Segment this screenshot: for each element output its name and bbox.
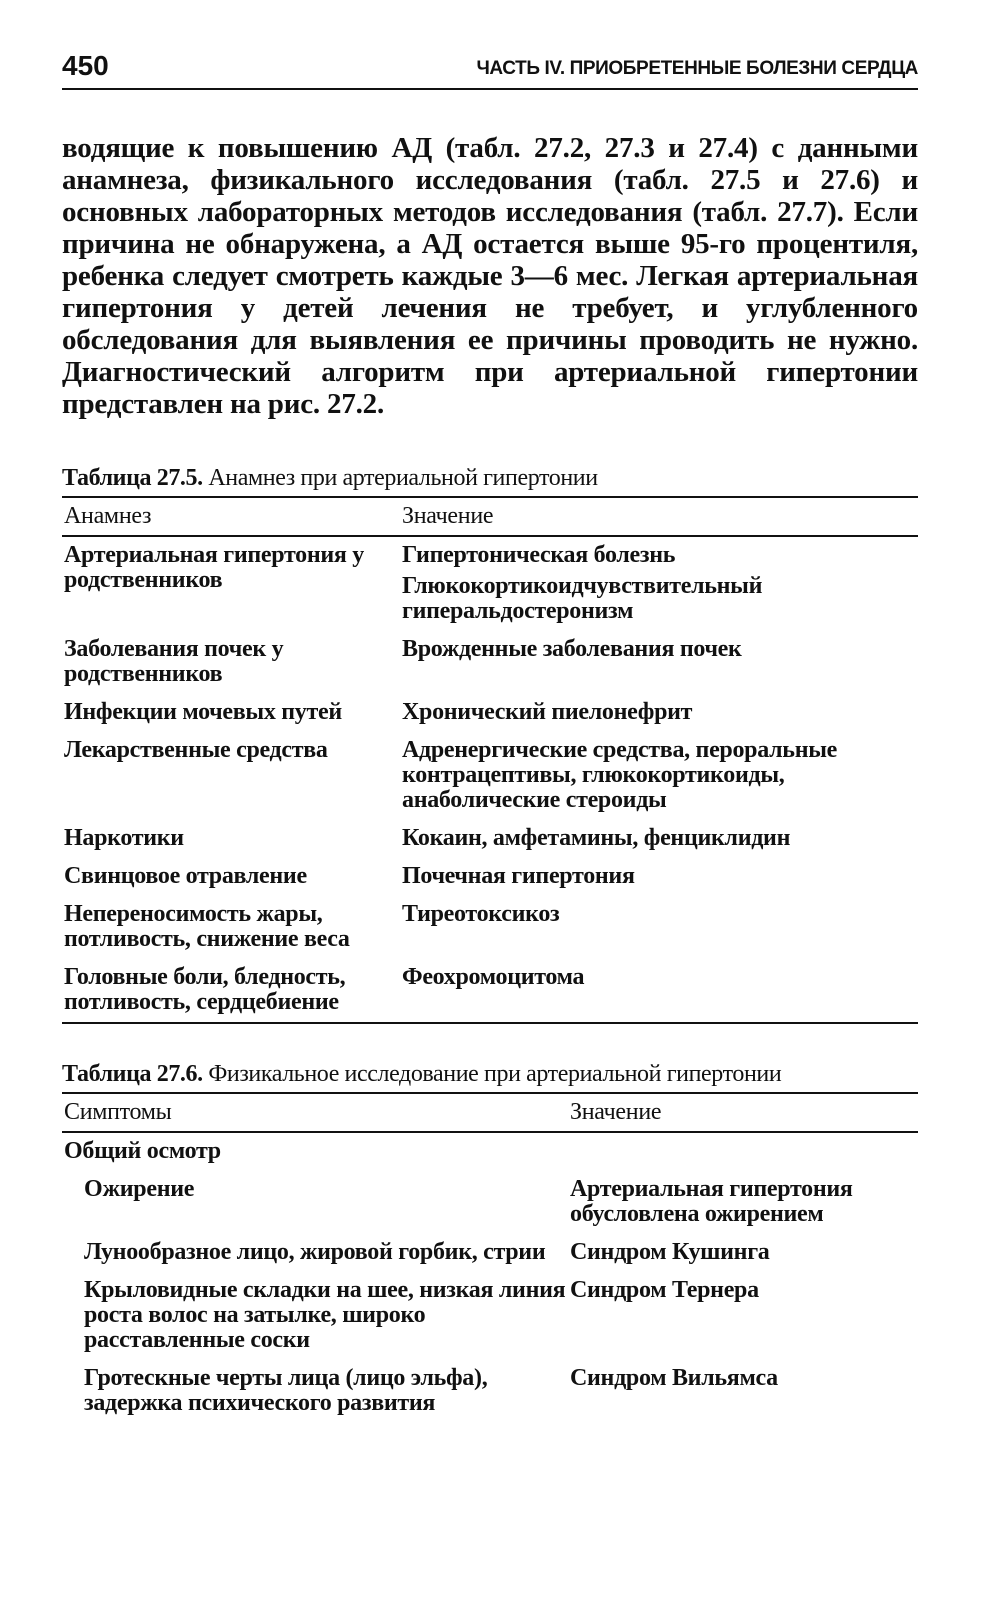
table2-row <box>62 1171 918 1234</box>
meaning-entry: Почечная гипертония <box>402 863 635 889</box>
table2-body <box>62 1132 918 1423</box>
meaning-cell <box>400 896 918 959</box>
table1-row <box>62 959 918 1023</box>
meaning-cell <box>400 858 918 896</box>
table2-row <box>62 1360 918 1423</box>
table2-caption-text: Физикальное исследование при артериальной гипертонии <box>208 1061 782 1087</box>
table1-col1-header: Анамнез <box>62 497 400 536</box>
history-table <box>62 496 918 1024</box>
table1-row <box>62 631 918 694</box>
table1-caption-label: Таблица 27.5. <box>62 465 203 491</box>
meaning-entry: Тиреотоксикоз <box>402 901 560 927</box>
history-cell: Инфекции мочевых путей <box>64 699 342 725</box>
symptom-cell: Ожирение <box>84 1176 195 1202</box>
meaning-cell <box>400 694 918 732</box>
history-cell: Лекарственные средства <box>64 737 328 763</box>
history-cell: Наркотики <box>64 825 184 851</box>
running-head: ЧАСТЬ IV. ПРИОБРЕТЕННЫЕ БОЛЕЗНИ СЕРДЦА <box>476 58 918 79</box>
intro-paragraph: водящие к повышению АД (табл. 27.2, 27.3 и 27.4) с данными анамнеза, физикального исследования (табл. 27.5 и 27.6) и основных лабораторных методов исследования (табл. 27.7). Если причина не обнаружена, а АД остается выше 95-го процентиля, ребенка следует смотреть каждые 3—6 мес. Легкая артериальная гипертония у детей лечения не требует, и углубленного обследования для выявления ее причины проводить не нужно. Диагностический алгоритм при артериальной гипертонии представлен на рис. 27.2. <box>62 132 918 420</box>
table2-col1-header: Симптомы <box>62 1093 568 1132</box>
book-page <box>62 42 918 1423</box>
meaning-cell <box>400 631 918 694</box>
page-number: 450 <box>62 50 109 81</box>
table1-row <box>62 820 918 858</box>
meaning-entry: Гипертоническая болезнь <box>402 542 676 568</box>
meaning-entry: Феохромоцитома <box>402 964 585 990</box>
symptom-cell: Гротескные черты лица (лицо эльфа), задержка психического развития <box>84 1365 488 1416</box>
history-cell: Свинцовое отравление <box>64 863 307 889</box>
table2-caption-label: Таблица 27.6. <box>62 1061 203 1087</box>
meaning-entry: Адренергические средства, пероральные контрацептивы, глюкокортикоиды, анаболические стероиды <box>402 737 838 813</box>
meaning-cell: Артериальная гипертония обусловлена ожирением <box>570 1176 853 1227</box>
meaning-entry: Кокаин, амфетамины, фенциклидин <box>402 825 791 851</box>
table1-caption <box>62 464 918 492</box>
table1-row <box>62 694 918 732</box>
meaning-cell <box>400 536 918 631</box>
page-header <box>62 42 918 90</box>
history-cell: Непереносимость жары, потливость, снижение веса <box>64 901 350 952</box>
table2-row <box>62 1234 918 1272</box>
table1-caption-text: Анамнез при артериальной гипертонии <box>208 465 598 491</box>
history-cell: Заболевания почек у родственников <box>64 636 284 687</box>
meaning-cell: Синдром Вильямса <box>570 1365 778 1391</box>
table2-row <box>62 1272 918 1360</box>
meaning-cell <box>400 959 918 1023</box>
meaning-cell: Синдром Кушинга <box>570 1239 770 1265</box>
table1-row <box>62 536 918 631</box>
table2-caption <box>62 1060 918 1088</box>
symptom-cell: Крыловидные складки на шее, низкая линия роста волос на затылке, широко расставленные соски <box>84 1277 566 1353</box>
table2-col2-header: Значение <box>568 1093 918 1132</box>
meaning-entry: Врожденные заболевания почек <box>402 636 742 662</box>
meaning-entry: Хронический пиелонефрит <box>402 699 693 725</box>
exam-table <box>62 1092 918 1423</box>
meaning-cell <box>400 820 918 858</box>
history-cell: Головные боли, бледность, потливость, сердцебиение <box>62 959 400 1023</box>
meaning-cell: Синдром Тернера <box>570 1277 759 1303</box>
meaning-cell <box>400 732 918 820</box>
symptom-cell: Лунообразное лицо, жировой горбик, стрии <box>84 1239 546 1265</box>
table1-col2-header: Значение <box>400 497 918 536</box>
table1-row <box>62 732 918 820</box>
table2-group-label: Общий осмотр <box>64 1138 221 1164</box>
table1-row <box>62 896 918 959</box>
table1-row <box>62 858 918 896</box>
history-cell: Артериальная гипертония у родственников <box>64 542 365 593</box>
meaning-entry: Глюкокортикоидчувствительный гиперальдостеронизм <box>402 573 763 624</box>
table2-group-row <box>62 1132 918 1171</box>
table1-body <box>62 536 918 1023</box>
